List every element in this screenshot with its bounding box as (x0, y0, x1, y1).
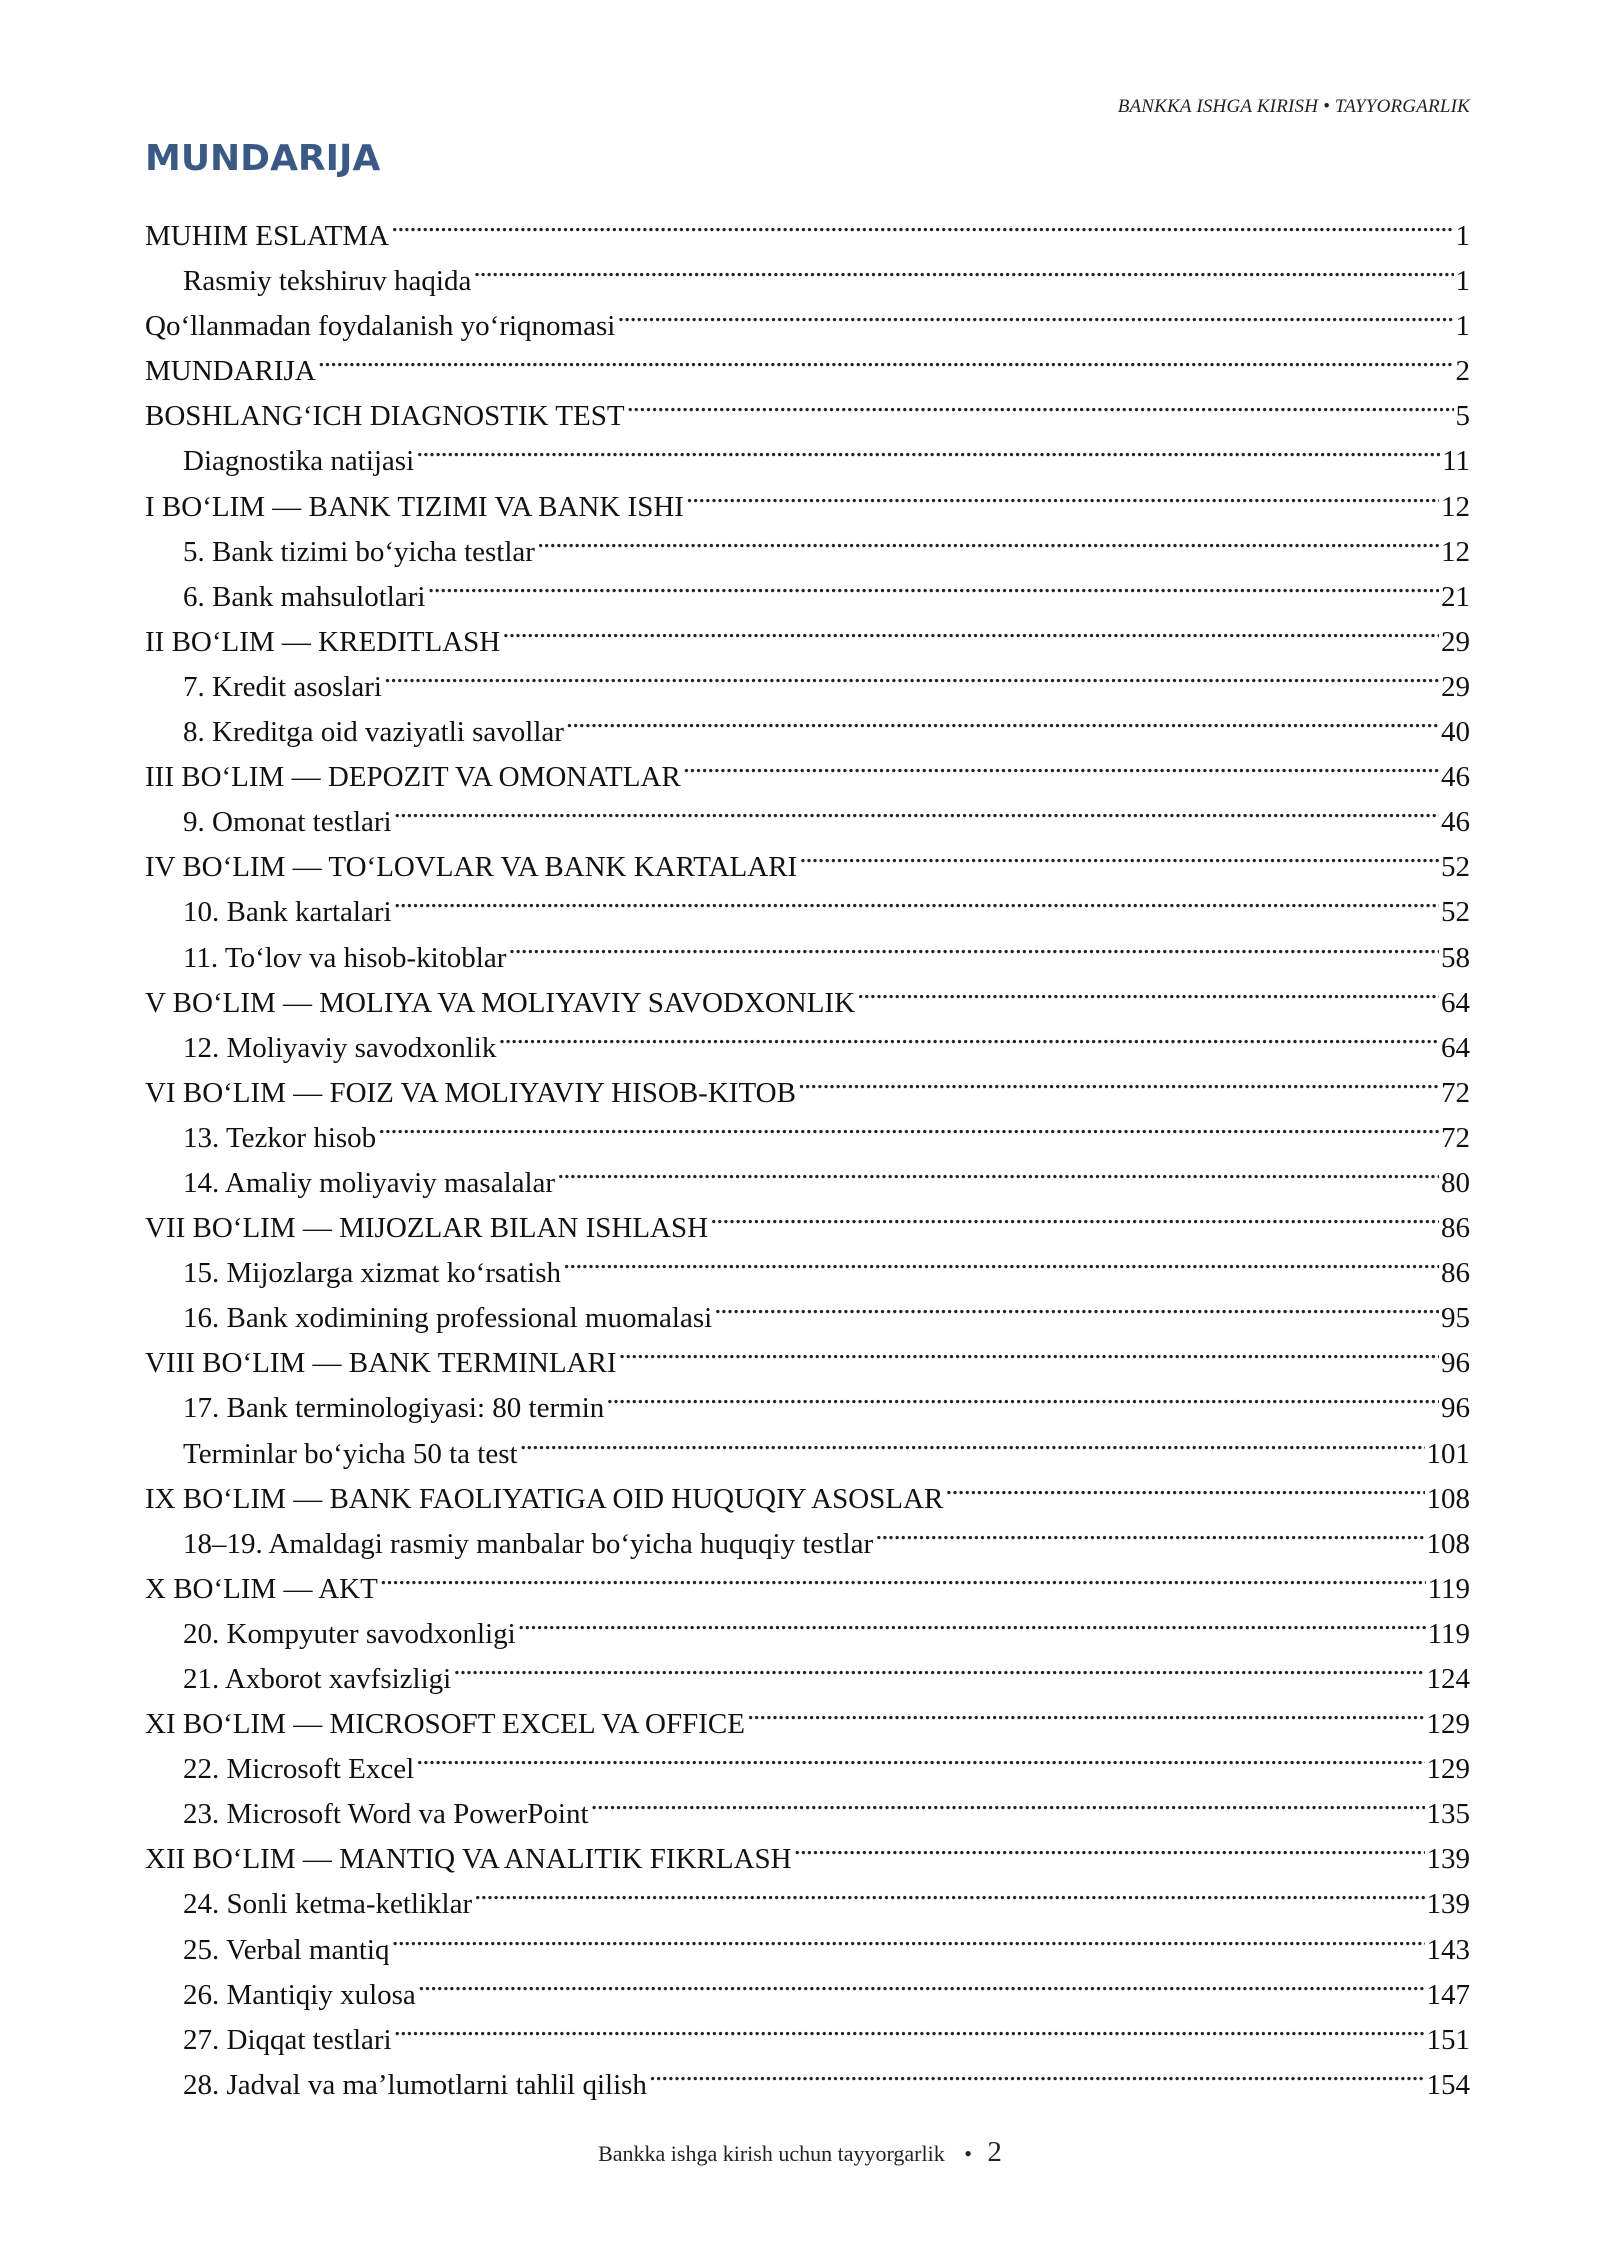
toc-dot-leader (537, 516, 1439, 561)
toc-entry-page: 143 (1426, 1933, 1470, 1966)
toc-dot-leader (683, 741, 1439, 786)
running-header: BANKKA ISHGA KIRISH • TAYYORGARLIK (1117, 96, 1470, 117)
toc-entry-page: 1 (1455, 220, 1470, 252)
toc-dot-leader (518, 1598, 1426, 1643)
toc-entry-title: 27. Diqqat testlari (183, 2023, 392, 2056)
footer-separator: • (964, 2141, 972, 2166)
toc-dot-leader (618, 1327, 1439, 1372)
toc-entry-page: 129 (1426, 1708, 1470, 1741)
footer-text: Bankka ishga kirish uchun tayyorgarlik (598, 2141, 945, 2166)
toc-entry-title: 7. Kredit asoslari (183, 670, 382, 703)
toc-entry-title: 18–19. Amaldagi rasmiy manbalar bo‘yicha huquqiy testlar (183, 1527, 874, 1560)
toc-entry-title: V BO‘LIM — MOLIYA VA MOLIYAVIY SAVODXONLIK (145, 986, 856, 1019)
toc-entry-title: MUHIM ESLATMA (145, 220, 390, 252)
toc-entry-page: 86 (1441, 1257, 1470, 1290)
toc-entry-page: 101 (1426, 1437, 1470, 1470)
toc-entry-page: 119 (1427, 1617, 1470, 1650)
toc-dot-leader (378, 1102, 1439, 1147)
toc-entry-title: 12. Moliyaviy savodxonlik (183, 1031, 497, 1064)
toc-entry-page: 40 (1441, 716, 1470, 749)
toc-dot-leader (591, 1778, 1425, 1823)
toc-entry-title: 11. To‘lov va hisob-kitoblar (183, 941, 507, 974)
toc-entry-title: 8. Kreditga oid vaziyatli savollar (183, 716, 564, 749)
toc-dot-leader (418, 1959, 1425, 2004)
toc-entry-page: 29 (1441, 670, 1470, 703)
toc-dot-leader (857, 967, 1439, 1012)
toc-entry-title: XI BO‘LIM — MICROSOFT EXCEL VA OFFICE (145, 1708, 745, 1741)
toc-dot-leader (557, 1147, 1439, 1192)
toc-dot-leader (606, 1372, 1439, 1417)
toc-dot-leader (798, 1057, 1439, 1102)
toc-dot-leader (391, 1914, 1424, 1959)
toc-dot-leader (394, 2004, 1425, 2049)
toc-entry-title: IX BO‘LIM — BANK FAOLIYATIGA OID HUQUQIY ASOSLAR (145, 1482, 944, 1515)
toc-entry-title: IV BO‘LIM — TO‘LOVLAR VA BANK KARTALARI (145, 851, 798, 884)
toc-dot-leader (318, 335, 1454, 380)
toc-entry-title: VIII BO‘LIM — BANK TERMINLARI (145, 1347, 617, 1380)
page-number: 2 (987, 2136, 1002, 2168)
toc-entry-page: 64 (1441, 986, 1470, 1019)
toc-entry-title: 14. Amaliy moliyaviy masalalar (183, 1166, 556, 1199)
toc-entry[interactable] (145, 380, 1470, 433)
toc-entry-page: 108 (1426, 1527, 1470, 1560)
toc-dot-leader (453, 1643, 1424, 1688)
toc-dot-leader (427, 561, 1439, 606)
toc-entry-page: 129 (1426, 1753, 1470, 1786)
toc-dot-leader (394, 876, 1439, 921)
toc-dot-leader (508, 922, 1439, 967)
toc-dot-leader (502, 606, 1439, 651)
toc-entry-title: 10. Bank kartalari (183, 896, 392, 929)
toc-dot-leader (391, 200, 1453, 245)
toc-entry[interactable] (145, 200, 1470, 252)
toc-entry-title: 28. Jadval va ma’lumotlarni tahlil qilish (183, 2068, 647, 2101)
toc-entry-title: XII BO‘LIM — MANTIQ VA ANALITIK FIKRLASH (145, 1843, 792, 1876)
toc-entry-page: 2 (1455, 355, 1470, 388)
toc-dot-leader (520, 1418, 1425, 1463)
toc-entry-page: 72 (1441, 1121, 1470, 1154)
toc-dot-leader (416, 1733, 1424, 1778)
toc-entry-page: 96 (1441, 1347, 1470, 1380)
toc-dot-leader (384, 651, 1439, 696)
toc-dot-leader (473, 245, 1453, 290)
toc-entry-page: 21 (1441, 580, 1470, 613)
toc-entry-title: 24. Sonli ketma-ketliklar (183, 1888, 473, 1921)
toc-entry-page: 139 (1426, 1888, 1470, 1921)
toc-entry-title: II BO‘LIM — KREDITLASH (145, 625, 501, 658)
toc-entry-page: 64 (1441, 1031, 1470, 1064)
toc-dot-leader (380, 1553, 1426, 1598)
toc-entry-title: Diagnostika natijasi (183, 445, 415, 478)
toc-dot-leader (627, 380, 1454, 425)
toc-entry-title: 26. Mantiqiy xulosa (183, 1978, 416, 2011)
toc-entry-page: 46 (1441, 761, 1470, 794)
toc-entry-title: 9. Omonat testlari (183, 806, 392, 839)
toc-entry-page: 124 (1426, 1663, 1470, 1695)
toc-entry-page: 95 (1441, 1302, 1470, 1335)
toc-dot-leader (747, 1688, 1425, 1733)
page-title: MUNDARIJA (145, 138, 381, 179)
toc-entry-page: 12 (1441, 490, 1470, 523)
toc-dot-leader (649, 2049, 1425, 2094)
toc-entry-page: 58 (1441, 941, 1470, 974)
toc-entry-title: X BO‘LIM — AKT (145, 1572, 378, 1605)
toc-entry-page: 72 (1441, 1076, 1470, 1109)
toc-entry-title: 15. Mijozlarga xizmat ko‘rsatish (183, 1257, 561, 1290)
toc-entry-title: 25. Verbal mantiq (183, 1933, 390, 1966)
toc-dot-leader (875, 1508, 1424, 1553)
toc-entry-page: 52 (1441, 851, 1470, 884)
toc-entry-title: Terminlar bo‘yicha 50 ta test (183, 1437, 518, 1470)
toc-entry-page: 52 (1441, 896, 1470, 929)
toc-entry-title: 13. Tezkor hisob (183, 1121, 377, 1154)
toc-entry-title: I BO‘LIM — BANK TIZIMI VA BANK ISHI (145, 490, 684, 523)
toc-entry-title: VII BO‘LIM — MIJOZLAR BILAN ISHLASH (145, 1212, 709, 1245)
toc-entry-page: 151 (1426, 2023, 1470, 2056)
toc-entry-page: 1 (1455, 265, 1470, 298)
toc-dot-leader (416, 425, 1440, 470)
toc-dot-leader (710, 1192, 1439, 1237)
toc-entry-title: VI BO‘LIM — FOIZ VA MOLIYAVIY HISOB-KITOB (145, 1076, 796, 1109)
toc-dot-leader (617, 290, 1453, 335)
toc-entry-page: 154 (1426, 2068, 1470, 2101)
toc-dot-leader (498, 1012, 1439, 1057)
toc-entry-title: BOSHLANG‘ICH DIAGNOSTIK TEST (145, 400, 625, 433)
toc-entry-page: 46 (1441, 806, 1470, 839)
toc-entry-title: 6. Bank mahsulotlari (183, 580, 426, 613)
toc-entry-page: 11 (1442, 445, 1470, 478)
toc-entry-page: 5 (1455, 400, 1470, 433)
toc-entry-title: 17. Bank terminologiyasi: 80 termin (183, 1392, 605, 1425)
toc-entry-page: 135 (1426, 1798, 1470, 1831)
toc-dot-leader (563, 1237, 1439, 1282)
toc-entry-title: 16. Bank xodimining professional muomalasi (183, 1302, 713, 1335)
toc-entry-page: 12 (1441, 535, 1470, 568)
toc-entry-title: III BO‘LIM — DEPOZIT VA OMONATLAR (145, 761, 681, 794)
toc-entry-title: 20. Kompyuter savodxonligi (183, 1617, 516, 1650)
toc-entry-title: 22. Microsoft Excel (183, 1753, 415, 1786)
toc-entry[interactable] (145, 335, 1470, 388)
toc-dot-leader (394, 786, 1439, 831)
toc-entry-page: 29 (1441, 625, 1470, 658)
toc-entry-page: 80 (1441, 1166, 1470, 1199)
toc-entry-page: 108 (1426, 1482, 1470, 1515)
toc-entry-title: MUNDARIJA (145, 355, 316, 388)
toc-entry-page: 1 (1455, 310, 1470, 343)
toc-dot-leader (945, 1463, 1424, 1508)
toc-dot-leader (799, 831, 1439, 876)
toc-dot-leader (566, 696, 1439, 741)
page-footer (0, 2136, 1600, 2169)
toc-dot-leader (714, 1282, 1439, 1327)
toc-entry-page: 139 (1426, 1843, 1470, 1876)
toc-dot-leader (794, 1823, 1425, 1868)
toc-entry-page: 147 (1426, 1978, 1470, 2011)
toc-entry-page: 96 (1441, 1392, 1470, 1425)
toc-entry-page: 119 (1427, 1572, 1470, 1605)
toc-entry-title: 21. Axborot xavfsizligi (183, 1663, 452, 1695)
toc-entry-page: 86 (1441, 1212, 1470, 1245)
toc-dot-leader (686, 471, 1439, 516)
toc-entry-title: Rasmiy tekshiruv haqida (183, 265, 472, 298)
toc-entry-title: Qo‘llanmadan foydalanish yo‘riqnomasi (145, 310, 616, 343)
toc-entry-title: 5. Bank tizimi bo‘yicha testlar (183, 535, 535, 568)
table-of-contents (145, 200, 1470, 2101)
toc-dot-leader (474, 1868, 1424, 1913)
toc-entry-title: 23. Microsoft Word va PowerPoint (183, 1798, 589, 1831)
